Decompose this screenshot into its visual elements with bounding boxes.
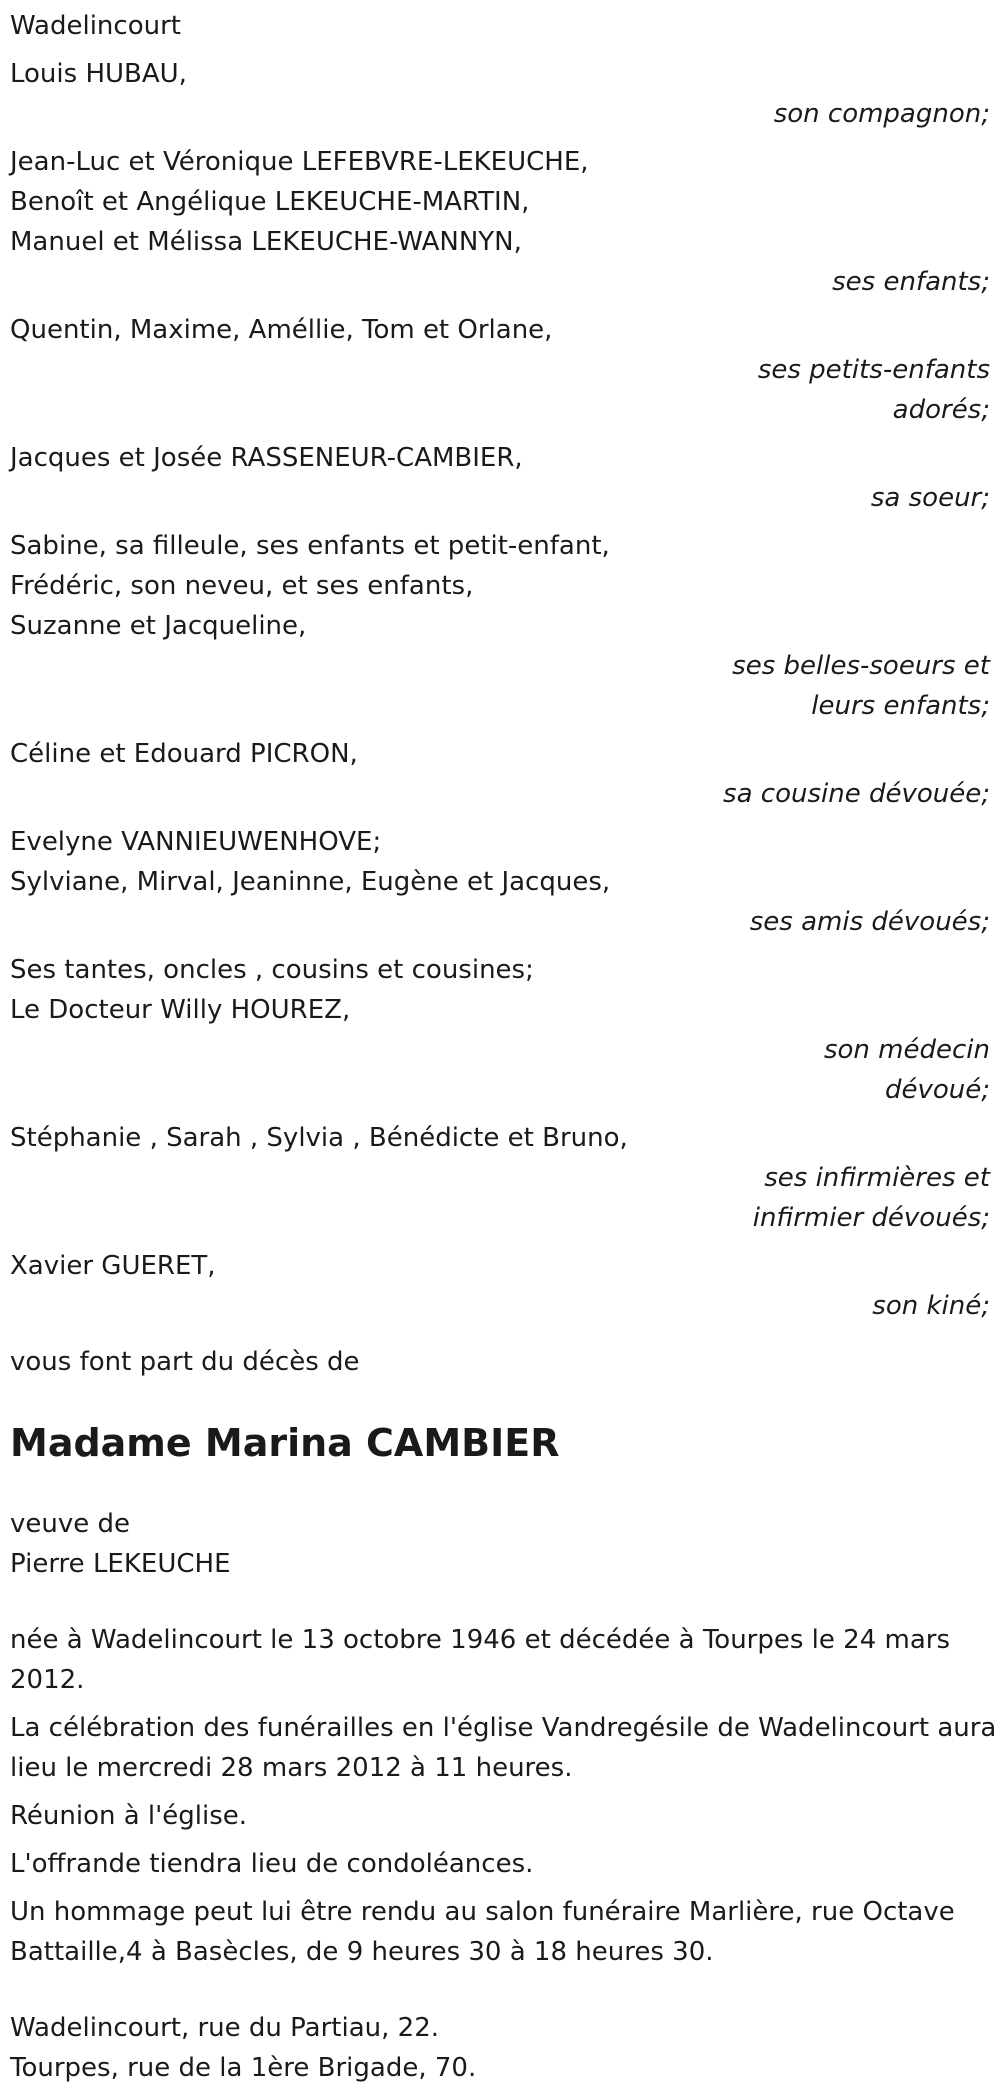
family-group xyxy=(10,54,990,134)
family-member-names: Céline et Edouard PICRON, xyxy=(10,739,358,769)
family-group xyxy=(10,734,990,814)
relation-label: adorés; xyxy=(892,395,990,425)
relation-label: ses amis dévoués; xyxy=(749,907,990,937)
family-group xyxy=(10,310,990,430)
announcement-text: vous font part du décès de xyxy=(10,1347,360,1377)
relation-label: son médecin xyxy=(823,1035,990,1065)
spouse-name: Pierre LEKEUCHE xyxy=(10,1549,231,1579)
address-line: Tourpes, rue de la 1ère Brigade, 70. xyxy=(10,2053,477,2083)
family-member-names: Sylviane, Mirval, Jeaninne, Eugène et Jacques, xyxy=(10,867,611,897)
relation-label: leurs enfants; xyxy=(811,691,990,721)
family-group xyxy=(10,1118,990,1238)
funeral-paragraph: La célébration des funérailles en l'église Vandregésile de Wadelincourt aura lieu le mercredi 28 mars 2012 à 11 heures. xyxy=(10,1713,997,1783)
address-line: Wadelincourt, rue du Partiau, 22. xyxy=(10,2013,440,2043)
family-member-names: Jacques et Josée RASSENEUR-CAMBIER, xyxy=(10,443,523,473)
family-group xyxy=(10,438,990,518)
family-member-names: Frédéric, son neveu, et ses enfants, xyxy=(10,571,474,601)
family-member-names: Xavier GUERET, xyxy=(10,1251,216,1281)
family-member-names: Louis HUBAU, xyxy=(10,59,187,89)
relation-label: ses belles-soeurs et xyxy=(732,651,990,681)
family-member-names: Manuel et Mélissa LEKEUCHE-WANNYN, xyxy=(10,227,522,257)
family-list xyxy=(10,54,990,1334)
family-group xyxy=(10,822,990,942)
family-group xyxy=(10,950,990,1110)
family-member-names: Evelyne VANNIEUWENHOVE; xyxy=(10,827,382,857)
family-member-names: Stéphanie , Sarah , Sylvia , Bénédicte et Bruno, xyxy=(10,1123,628,1153)
family-member-names: Suzanne et Jacqueline, xyxy=(10,611,307,641)
relation-label: ses petits-enfants xyxy=(757,355,990,385)
relation-label: sa soeur; xyxy=(870,483,990,513)
relation-label: infirmier dévoués; xyxy=(752,1203,990,1233)
family-group xyxy=(10,142,990,302)
birth-death-paragraph: née à Wadelincourt le 13 octobre 1946 et décédée à Tourpes le 24 mars 2012. xyxy=(10,1625,950,1695)
family-member-names: Benoît et Angélique LEKEUCHE-MARTIN, xyxy=(10,187,530,217)
relation-label: son kiné; xyxy=(872,1291,990,1321)
family-member-names: Quentin, Maxime, Améllie, Tom et Orlane, xyxy=(10,315,553,345)
family-member-names: Jean-Luc et Véronique LEFEBVRE-LEKEUCHE, xyxy=(10,147,589,177)
family-member-names: Sabine, sa filleule, ses enfants et petit-enfant, xyxy=(10,531,610,561)
family-member-names: Ses tantes, oncles , cousins et cousines; xyxy=(10,955,534,985)
tribute-paragraph: Un hommage peut lui être rendu au salon funéraire Marlière, rue Octave Battaille,4 à Basècles, de 9 heures 30 à 18 heures 30. xyxy=(10,1897,955,1967)
deceased-name: Madame Marina CAMBIER xyxy=(10,1421,560,1465)
relation-label: dévoué; xyxy=(884,1075,990,1105)
family-group xyxy=(10,526,990,726)
widow-of-label: veuve de xyxy=(10,1509,131,1539)
family-group xyxy=(10,1246,990,1326)
relation-label: sa cousine dévouée; xyxy=(723,779,990,809)
relation-label: ses infirmières et xyxy=(764,1163,990,1193)
meeting-paragraph: Réunion à l'église. xyxy=(10,1801,248,1831)
relation-label: son compagnon; xyxy=(773,99,990,129)
family-member-names: Le Docteur Willy HOUREZ, xyxy=(10,995,351,1025)
town-header: Wadelincourt xyxy=(10,11,181,41)
offering-paragraph: L'offrande tiendra lieu de condoléances. xyxy=(10,1849,534,1879)
relation-label: ses enfants; xyxy=(832,267,990,297)
